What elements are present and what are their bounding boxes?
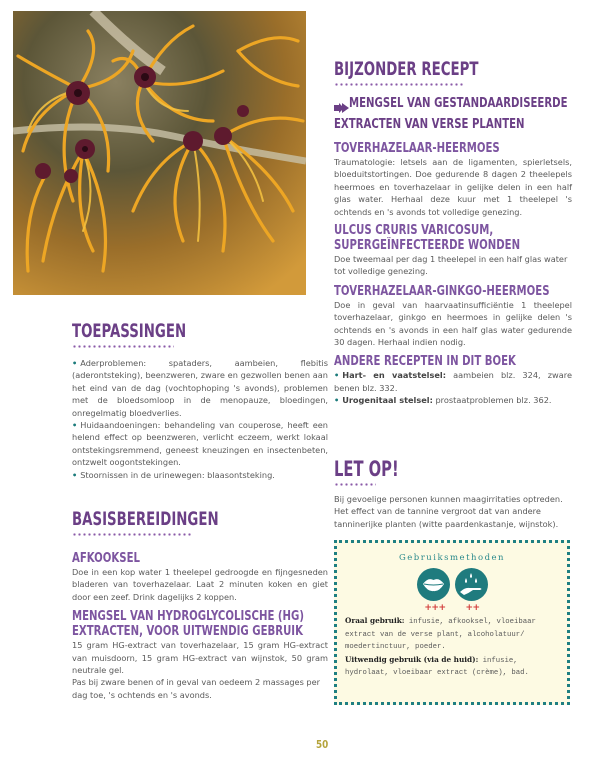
recipe-heading-line1: ULCUS CRURIS VARICOSUM, xyxy=(334,223,494,239)
oraal-label: Oraal gebruik: xyxy=(345,616,405,625)
bijzonder-recept-section xyxy=(334,58,572,407)
bijzonder-recept-heading: BIJZONDER RECEPT xyxy=(334,58,479,80)
list-item: • Aderproblemen: spataders, aambeien, flebitis (aderontsteking), beenzweren, zware en gezwollen benen aan het eind van de dag (vochtophoping 's avonds), problemen met de bloedsomloop in de menopauze, bloedingen, onregelmatig bloedverlies. xyxy=(72,358,328,418)
heading-underline xyxy=(334,483,376,486)
list-item: • Stoornissen in de urinewegen: blaasontsteking. xyxy=(72,469,275,480)
recipe-text: Doe in geval van haarvaatinsufficiëntie 1 theelepel toverhazelaar, ginkgo en heermoes in gelijke delen 's ochtends en 's avonds in een half glas water gedurende 30 dagen. Herhaal indien nodig. xyxy=(334,299,572,348)
mengsel-usage-text: Pas bij zware benen of in geval van oedeem 2 massages per dag toe, 's ochtends en 's avonds. xyxy=(72,677,321,700)
recipe-heading: TOVERHAZELAAR-GINKGO-HEERMOES xyxy=(334,283,550,299)
recipe-heading-line2: SUPERGEÏNFECTEERDE WONDEN xyxy=(334,238,521,254)
bullet-icon: • xyxy=(334,370,340,381)
uitwendig-text: infusie, hydrolaat, vloeibaar extract (crème), bad. xyxy=(345,656,529,678)
andere-recepten-section xyxy=(334,354,572,406)
list-item: • Urogenitaal stelsel: prostaatproblemen blz. 362. xyxy=(334,395,552,406)
witch-hazel-photo xyxy=(13,11,306,295)
basisbereidingen-heading: BASISBEREIDINGEN xyxy=(72,508,219,530)
subtitle-line1: MENGSEL VAN GESTANDAARDISEERDE xyxy=(349,96,568,111)
heading-underline xyxy=(72,533,192,536)
oraal-text: infusie, afkooksel, vloeibaar extract van de verse plant, alcoholatuur/ moedertinctuur, poeder. xyxy=(345,618,536,652)
andere-recepten-heading: ANDERE RECEPTEN IN DIT BOEK xyxy=(334,354,516,370)
page-number: 50 xyxy=(316,738,329,751)
mengsel-heading-line2: EXTRACTEN, VOOR UITWENDIG GEBRUIK xyxy=(72,624,303,640)
uitwendig-label: Uitwendig gebruik (via de huid): xyxy=(345,654,479,664)
afkooksel-heading: AFKOOKSEL xyxy=(72,551,140,566)
gebruiksmethoden-box xyxy=(334,540,570,705)
gebruiksmethoden-text xyxy=(337,613,567,680)
recipe-text: Doe tweemaal per dag 1 theelepel in een half glas water tot volledige genezing. xyxy=(334,254,568,277)
hand-drops-icon xyxy=(455,568,488,601)
bullet-icon: • xyxy=(72,469,78,480)
flower-illustration xyxy=(13,11,306,295)
mengsel-heading-line1: MENGSEL VAN HYDROGLYCOLISCHE (HG) xyxy=(72,609,305,625)
subtitle-line2: EXTRACTEN VAN VERSE PLANTEN xyxy=(334,117,525,132)
afkooksel-text: Doe in een kop water 1 theelepel gedroogde en fijngesneden bladeren van toverhazelaar. Laat 2 minuten koken en giet door een zeef. Drink dagelijks 2 koppen. xyxy=(72,567,328,602)
bullet-icon: • xyxy=(72,420,78,431)
mengsel-text: 15 gram HG-extract van toverhazelaar, 15 gram HG-extract van muisdoorn, 15 gram HG-extract van wijnstok, 50 gram neutrale gel. xyxy=(72,640,328,676)
toepassingen-section xyxy=(72,320,328,481)
let-op-heading: LET OP! xyxy=(334,457,399,481)
heading-underline xyxy=(72,345,174,348)
gebruiksmethoden-title: Gebruiksmethoden xyxy=(398,553,506,563)
bullet-icon: • xyxy=(334,395,340,406)
list-item: • Huidaandoeningen: behandeling van couperose, heeft een helend effect op beenzweren, verlicht eczeem, werkt lokaal ontstekingsremmend, geneest kneuzingen en insectenbeten, ontzwelt oogontstekingen. xyxy=(72,420,328,468)
toepassingen-heading: TOEPASSINGEN xyxy=(72,320,187,342)
list-item: • Hart- en vaatstelsel: aambeien blz. 324, zware benen blz. 332. xyxy=(334,370,572,393)
let-op-section xyxy=(334,458,572,530)
lips-icon xyxy=(417,568,450,601)
double-arrow-icon xyxy=(334,98,349,117)
basisbereidingen-section xyxy=(72,508,328,701)
let-op-text: Bij gevoelige personen kunnen maagirritaties optreden. Het effect van de tannine vergroot dat van andere tanninerijke planten (witte paardenkastanje, wijnstok). xyxy=(334,494,563,529)
bullet-icon: • xyxy=(72,358,78,368)
oral-rating: +++ xyxy=(424,603,446,613)
recipe-text: Traumatologie: letsels aan de ligamenten, spierletsels, bloeduitstortingen. Doe gedurende 8 dagen 2 theelepels heermoes en toverhazelaar in gelijke delen in een half glas water. Herhaal deze kuur met 1 theelepel 's ochtends en 's avonds tot volledige genezing. xyxy=(334,157,572,217)
heading-underline xyxy=(334,83,464,86)
external-rating: ++ xyxy=(465,603,480,613)
recipe-heading: TOVERHAZELAAR-HEERMOES xyxy=(334,141,500,156)
